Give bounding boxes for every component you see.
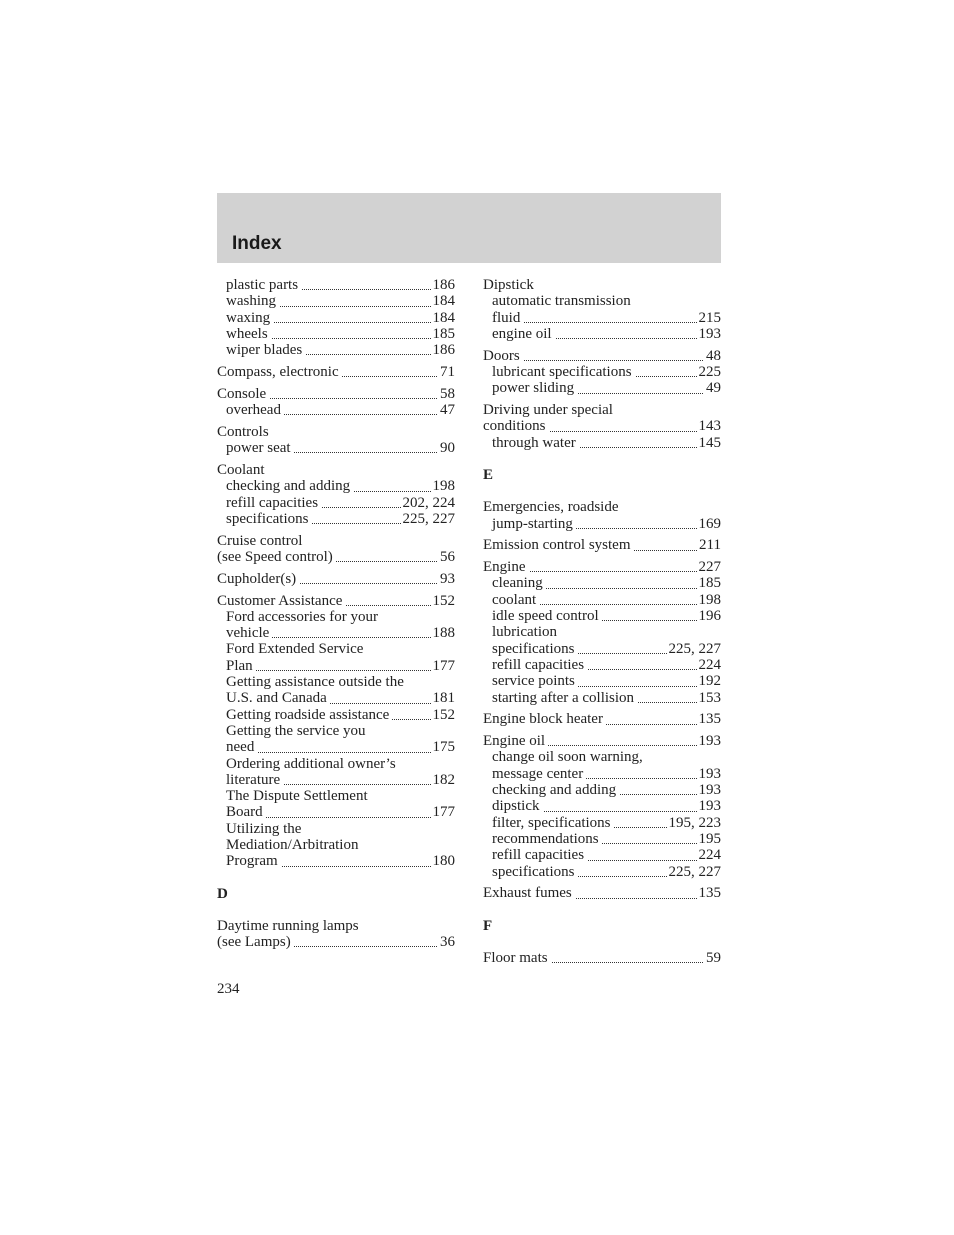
index-entry-page: 58 (440, 385, 455, 402)
index-entry-text: Board (226, 804, 266, 820)
index-entry-page: 227 (698, 559, 721, 576)
index-entry-text: idle speed control (492, 608, 602, 624)
index-entry-text: specifications (226, 511, 311, 527)
index-entry-page: 71 (440, 363, 455, 380)
index-section-letter (217, 886, 455, 902)
index-entry-page: 188 (432, 625, 455, 642)
index-entry (217, 918, 455, 934)
index-entry (483, 435, 721, 451)
index-entry-text: cleaning (492, 575, 546, 591)
index-entry (217, 821, 455, 837)
index-entry-text: Emergencies, roadside (483, 499, 622, 515)
index-entry-text: Exhaust fumes (483, 885, 575, 901)
index-entry (483, 815, 721, 831)
index-entry-text: Getting assistance outside the (226, 674, 407, 690)
index-entry-text: Daytime running lamps (217, 918, 362, 934)
index-entry-text: Console (217, 386, 269, 402)
index-entry-page: 143 (698, 418, 721, 435)
index-column-right (483, 277, 721, 966)
index-entry (217, 462, 455, 478)
index-section-letter (483, 918, 721, 934)
index-entry-page: 225, 227 (668, 863, 721, 880)
index-entry-text: fluid (492, 310, 523, 326)
index-entry-text: Driving under special (483, 402, 616, 418)
index-entry-text: Utilizing the (226, 821, 304, 837)
index-entry-page: 152 (432, 706, 455, 723)
dot-leader (226, 670, 455, 671)
index-entry (217, 424, 455, 440)
index-entry-page: 181 (432, 690, 455, 707)
index-entry-text: coolant (492, 592, 539, 608)
index-entry-text: lubricant specifications (492, 364, 635, 380)
index-entry (483, 277, 721, 293)
index-entry-page: 196 (698, 608, 721, 625)
index-entry-text: Coolant (217, 462, 268, 478)
index-entry-page: 186 (432, 277, 455, 293)
index-entry (217, 440, 455, 456)
section-letter-text: F (483, 917, 493, 934)
index-entry (217, 756, 455, 772)
index-entry-text: automatic transmission (492, 293, 634, 309)
index-entry (483, 711, 721, 727)
index-entry (217, 310, 455, 326)
index-entry-text: dipstick (492, 798, 543, 814)
index-entry-text: lubrication (492, 624, 560, 640)
index-entry-text: checking and adding (492, 782, 619, 798)
section-letter-text: E (483, 466, 494, 483)
index-entry (483, 418, 721, 434)
index-entry (483, 608, 721, 624)
index-entry-page: 153 (698, 689, 721, 706)
index-entry (483, 766, 721, 782)
index-entry-page: 184 (432, 309, 455, 326)
index-entry-text: engine oil (492, 326, 555, 342)
index-entry (217, 804, 455, 820)
index-entry-page: 225, 227 (402, 510, 455, 527)
index-entry-page: 59 (706, 949, 721, 966)
index-entry-text: Plan (226, 658, 256, 674)
index-entry (217, 625, 455, 641)
index-entry (483, 749, 721, 765)
index-entry-page: 195 (698, 830, 721, 847)
index-entry (217, 511, 455, 527)
index-entry (483, 575, 721, 591)
index-entry (217, 690, 455, 706)
index-entry-page: 198 (432, 478, 455, 495)
index-entry-page: 202, 224 (402, 494, 455, 511)
index-entry-text: specifications (492, 864, 577, 880)
index-entry (217, 478, 455, 494)
index-entry-text: Ordering additional owner’s (226, 756, 399, 772)
index-entry (483, 559, 721, 575)
index-entry-page: 56 (440, 548, 455, 565)
index-entry-text: refill capacities (492, 657, 587, 673)
index-entry (483, 733, 721, 749)
index-entry-page: 152 (432, 592, 455, 609)
index-entry-page: 184 (432, 293, 455, 310)
index-entry-text: filter, specifications (492, 815, 614, 831)
index-entry-text: wiper blades (226, 342, 305, 358)
index-entry-text: (see Lamps) (217, 934, 294, 950)
index-entry-page: 48 (706, 347, 721, 364)
dot-leader (226, 752, 455, 753)
index-entry-page: 182 (432, 771, 455, 788)
index-entry-page: 93 (440, 570, 455, 587)
index-entry-text: vehicle (226, 625, 272, 641)
index-entry-page: 186 (432, 342, 455, 359)
index-entry (483, 673, 721, 689)
index-entry (483, 293, 721, 309)
index-entry-text: power seat (226, 440, 294, 456)
index-entry (217, 674, 455, 690)
index-entry (217, 707, 455, 723)
index-entry-text: Ford Extended Service (226, 641, 366, 657)
index-entry-page: 193 (698, 798, 721, 815)
index-entry-page: 185 (698, 575, 721, 592)
index-entry (483, 516, 721, 532)
index-entry (217, 386, 455, 402)
index-entry-text: Compass, electronic (217, 364, 342, 380)
index-entry (217, 853, 455, 869)
index-entry (217, 723, 455, 739)
index-entry-text: Mediation/Arbitration (226, 837, 361, 853)
index-entry-page: 180 (432, 853, 455, 870)
index-entry-page: 224 (698, 847, 721, 864)
index-entry-text: Cupholder(s) (217, 571, 299, 587)
index-entry-text: wheels (226, 326, 271, 342)
index-entry-text: Getting the service you (226, 723, 369, 739)
index-entry-text: Engine oil (483, 733, 548, 749)
index-entry-page: 198 (698, 591, 721, 608)
index-entry (217, 293, 455, 309)
index-entry-page: 225 (698, 363, 721, 380)
index-entry (483, 364, 721, 380)
index-entry (217, 641, 455, 657)
index-section-letter (483, 467, 721, 483)
index-entry-text: jump-starting (492, 516, 576, 532)
index-entry (483, 310, 721, 326)
index-entry (217, 772, 455, 788)
index-entry-page: 47 (440, 402, 455, 419)
index-entry-text: starting after a collision (492, 690, 637, 706)
index-entry-text: Doors (483, 348, 523, 364)
index-entry-text: conditions (483, 418, 549, 434)
index-entry-text: plastic parts (226, 277, 301, 293)
section-letter-text: D (217, 885, 228, 902)
index-entry-page: 193 (698, 325, 721, 342)
index-entry (483, 348, 721, 364)
index-entry (483, 657, 721, 673)
index-entry-text: Cruise control (217, 533, 305, 549)
index-entry (217, 277, 455, 293)
index-entry (217, 934, 455, 950)
index-entry-text: change oil soon warning, (492, 749, 646, 765)
index-entry-page: 215 (698, 309, 721, 326)
index-entry-text: waxing (226, 310, 273, 326)
index-entry-page: 193 (698, 733, 721, 750)
index-entry-page: 145 (698, 434, 721, 451)
index-entry (217, 549, 455, 565)
index-entry-page: 224 (698, 656, 721, 673)
index-entry (217, 609, 455, 625)
index-entry-text: Emission control system (483, 537, 634, 553)
index-entry-text: checking and adding (226, 478, 353, 494)
index-entry-page: 211 (699, 537, 721, 554)
index-header-bar (217, 193, 721, 263)
index-entry-text: The Dispute Settlement (226, 788, 371, 804)
index-entry-text: (see Speed control) (217, 549, 336, 565)
index-entry (483, 326, 721, 342)
index-entry (483, 592, 721, 608)
index-entry-page: 195, 223 (668, 814, 721, 831)
index-entry (483, 864, 721, 880)
index-entry (217, 571, 455, 587)
index-entry-text: Program (226, 853, 281, 869)
index-entry-text: refill capacities (226, 495, 321, 511)
index-entry-page: 36 (440, 934, 455, 951)
index-entry (217, 326, 455, 342)
index-entry-text: U.S. and Canada (226, 690, 330, 706)
index-entry-page: 90 (440, 440, 455, 457)
index-entry-page: 225, 227 (668, 640, 721, 657)
index-entry (217, 402, 455, 418)
index-entry-text: message center (492, 766, 586, 782)
index-entry (217, 364, 455, 380)
dot-leader (492, 322, 721, 323)
index-entry-text: through water (492, 435, 579, 451)
index-entry (217, 739, 455, 755)
page-number: 234 (217, 981, 240, 997)
index-entry (217, 342, 455, 358)
index-entry (483, 847, 721, 863)
index-entry (483, 885, 721, 901)
index-entry-page: 135 (698, 885, 721, 902)
index-entry-text: recommendations (492, 831, 602, 847)
index-entry (217, 837, 455, 853)
index-entry-page: 177 (432, 804, 455, 821)
index-entry-text: Controls (217, 424, 272, 440)
index-entry-text: Engine (483, 559, 529, 575)
index-entry (217, 658, 455, 674)
index-entry-page: 175 (432, 739, 455, 756)
index-entry (483, 537, 721, 553)
index-entry-page: 49 (706, 380, 721, 397)
index-entry-page: 135 (698, 711, 721, 728)
index-entry-text: Floor mats (483, 950, 551, 966)
index-entry-page: 177 (432, 657, 455, 674)
index-entry-page: 185 (432, 325, 455, 342)
index-entry (483, 831, 721, 847)
index-entry (483, 624, 721, 640)
index-entry-text: service points (492, 673, 578, 689)
index-entry (483, 690, 721, 706)
index-entry (483, 402, 721, 418)
index-entry-text: Customer Assistance (217, 593, 345, 609)
index-entry (483, 782, 721, 798)
index-entry-text: Dipstick (483, 277, 537, 293)
index-column-left (217, 277, 455, 950)
index-entry-text: Ford accessories for your (226, 609, 381, 625)
index-entry (483, 380, 721, 396)
index-entry (483, 499, 721, 515)
index-entry-text: washing (226, 293, 279, 309)
index-entry (483, 641, 721, 657)
index-entry (483, 798, 721, 814)
index-entry (217, 495, 455, 511)
index-entry-text: Engine block heater (483, 711, 606, 727)
index-entry-text: specifications (492, 641, 577, 657)
index-entry-page: 193 (698, 782, 721, 799)
page-title: Index (232, 233, 282, 254)
index-entry-text: literature (226, 772, 283, 788)
index-entry-text: refill capacities (492, 847, 587, 863)
index-entry-text: Getting roadside assistance (226, 707, 392, 723)
index-entry-text: overhead (226, 402, 284, 418)
index-entry-text: need (226, 739, 257, 755)
index-entry-page: 193 (698, 765, 721, 782)
index-entry-page: 192 (698, 673, 721, 690)
index-entry (217, 788, 455, 804)
index-entry-page: 169 (698, 515, 721, 532)
index-entry (483, 950, 721, 966)
index-entry (217, 533, 455, 549)
index-entry (217, 593, 455, 609)
index-entry-text: power sliding (492, 380, 577, 396)
